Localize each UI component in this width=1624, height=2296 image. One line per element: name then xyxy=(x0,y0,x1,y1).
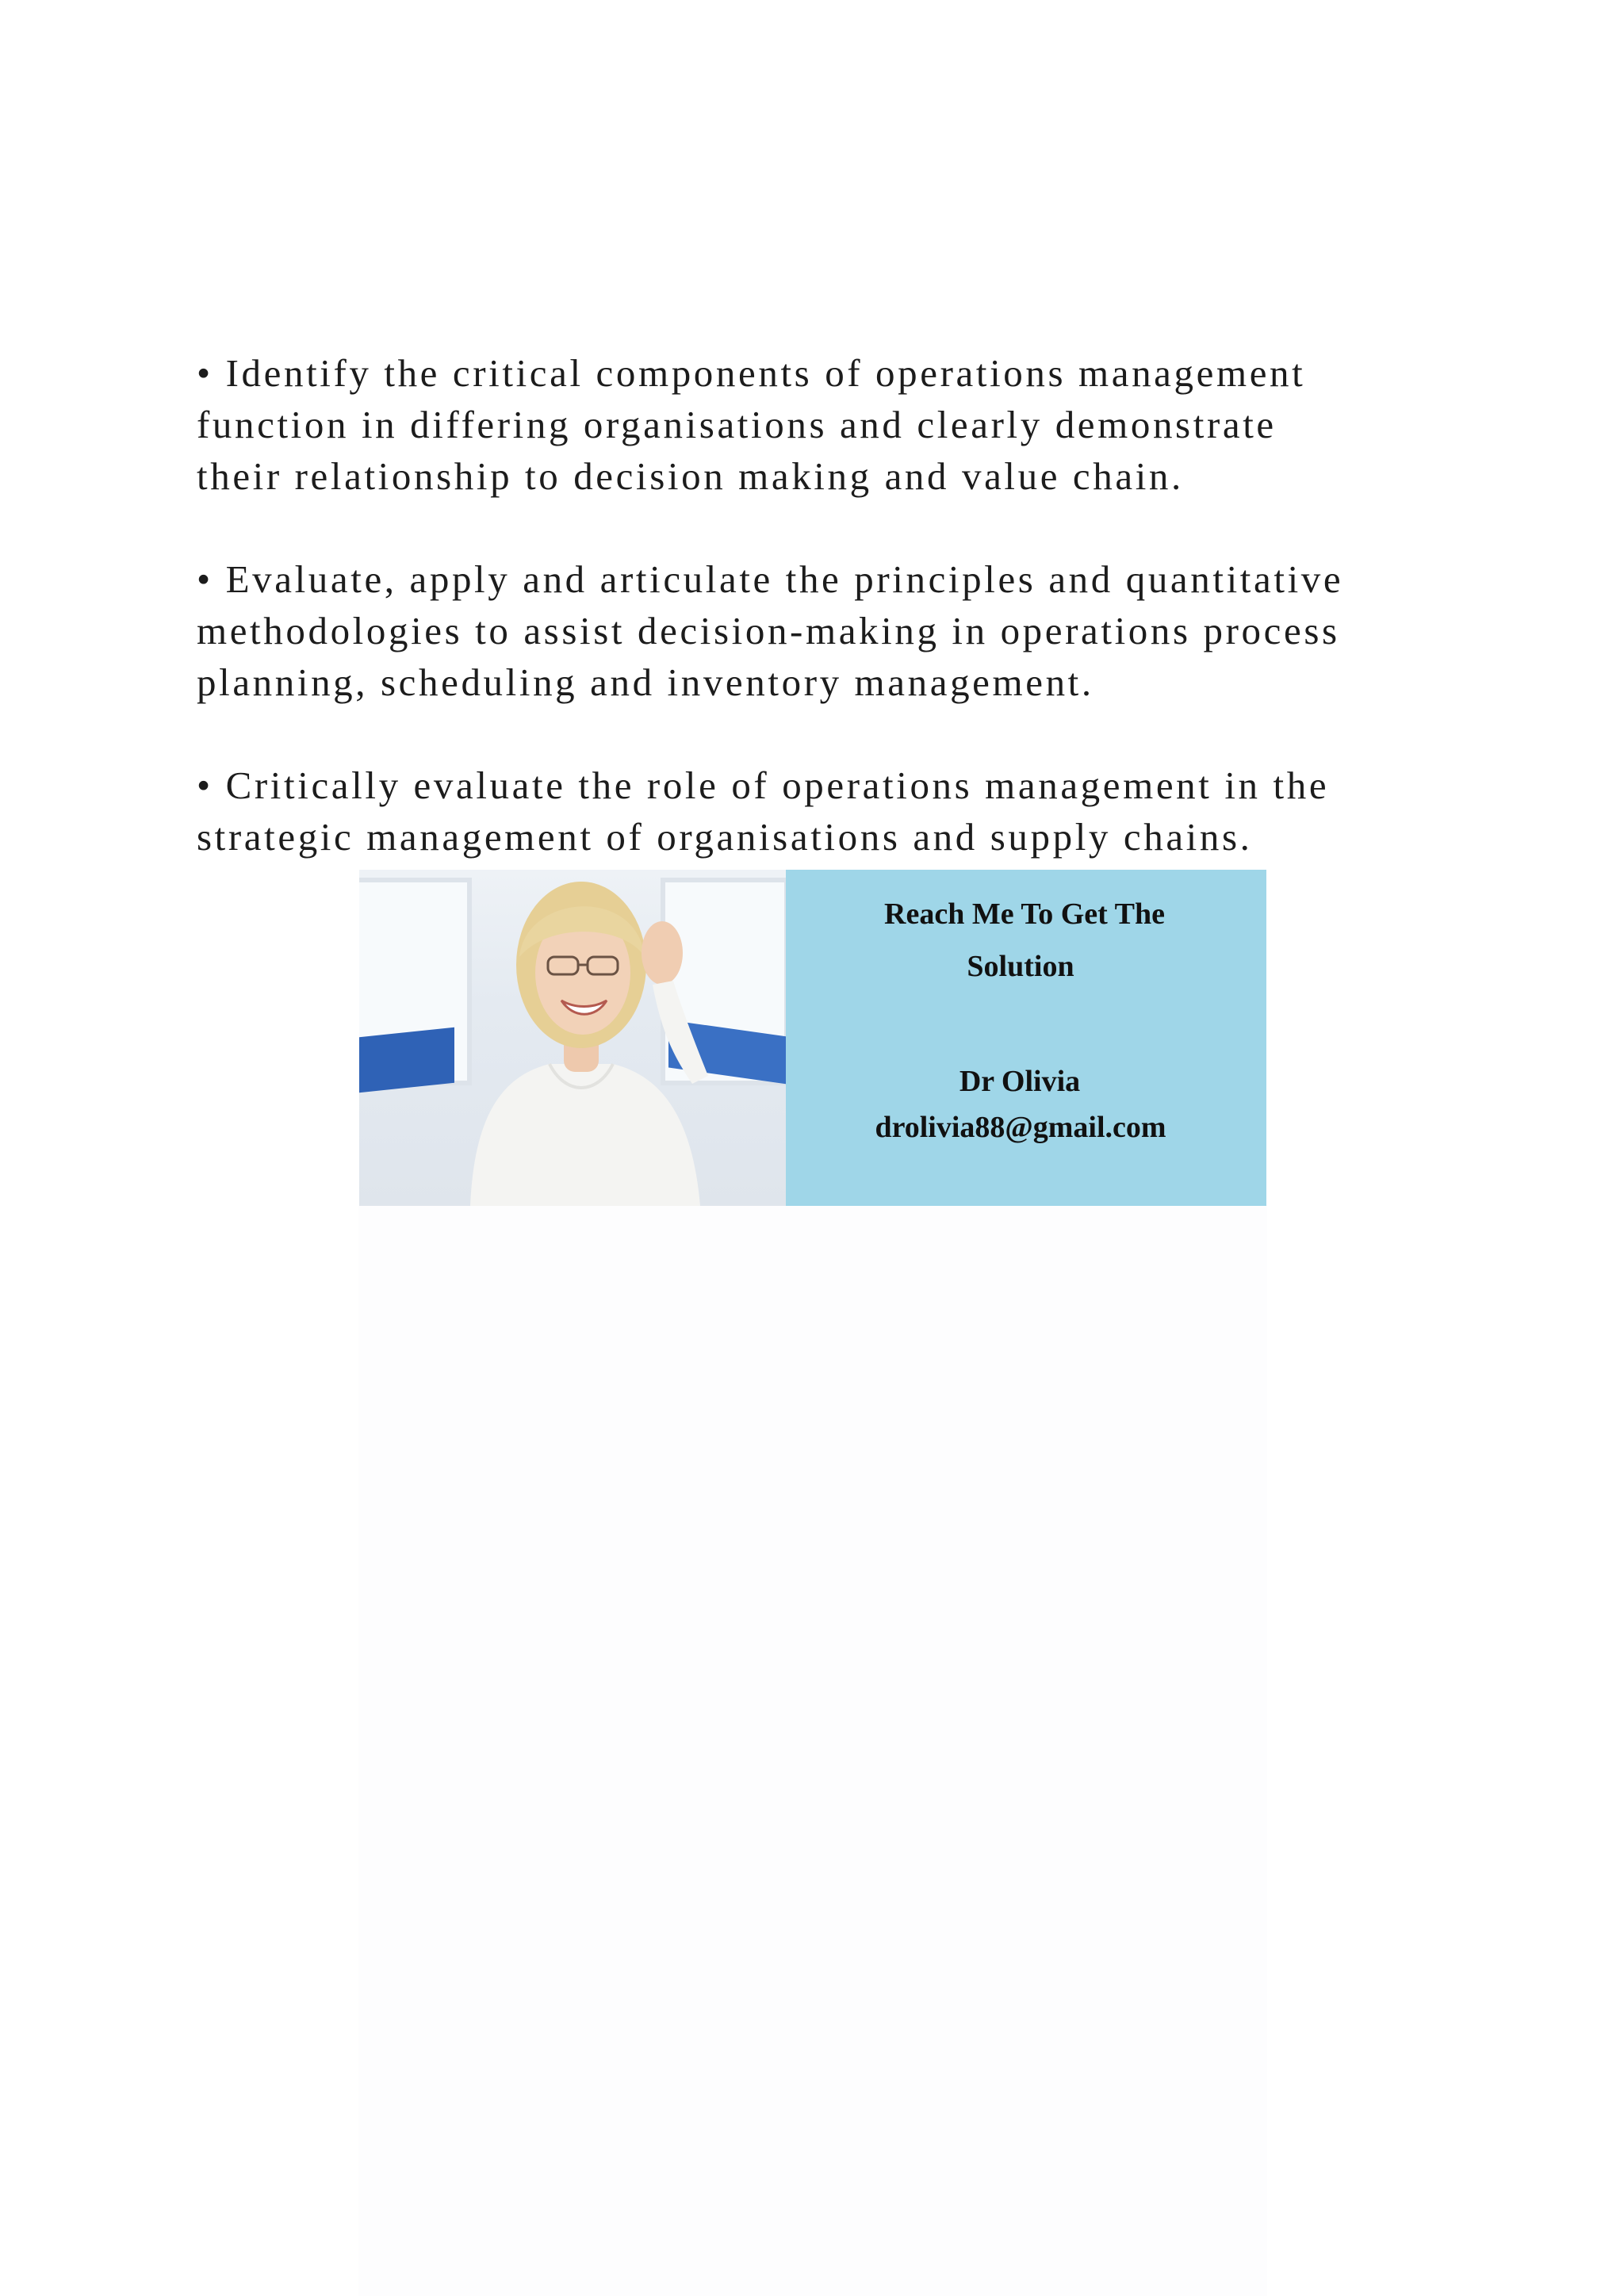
cta-line-2: Solution xyxy=(967,950,1074,983)
blue-chair-left xyxy=(359,1027,454,1093)
bullet-item-3: • Critically evaluate the role of operations management in the strategic management of organisations and supply chains. xyxy=(197,763,1330,859)
contact-banner xyxy=(359,870,1266,1206)
cta-line-1: Reach Me To Get The xyxy=(884,897,1165,931)
bullet-item-2: • Evaluate, apply and articulate the principles and quantitative methodologies to assist decision-making in operations process planning, scheduling and inventory management. xyxy=(197,557,1344,704)
contact-name: Dr Olivia xyxy=(959,1065,1081,1098)
woman-photo xyxy=(359,870,786,1206)
contact-info-panel xyxy=(786,870,1266,1206)
bullet-item-1: • Identify the critical components of operations management function in differing organisations and clearly demonstrate their relationship to decision making and value chain. xyxy=(197,351,1306,498)
person-illustration xyxy=(454,878,708,1206)
objectives-list xyxy=(197,347,1497,863)
contact-email[interactable]: drolivia88@gmail.com xyxy=(875,1111,1166,1144)
faint-background-panel xyxy=(358,1205,1267,2296)
